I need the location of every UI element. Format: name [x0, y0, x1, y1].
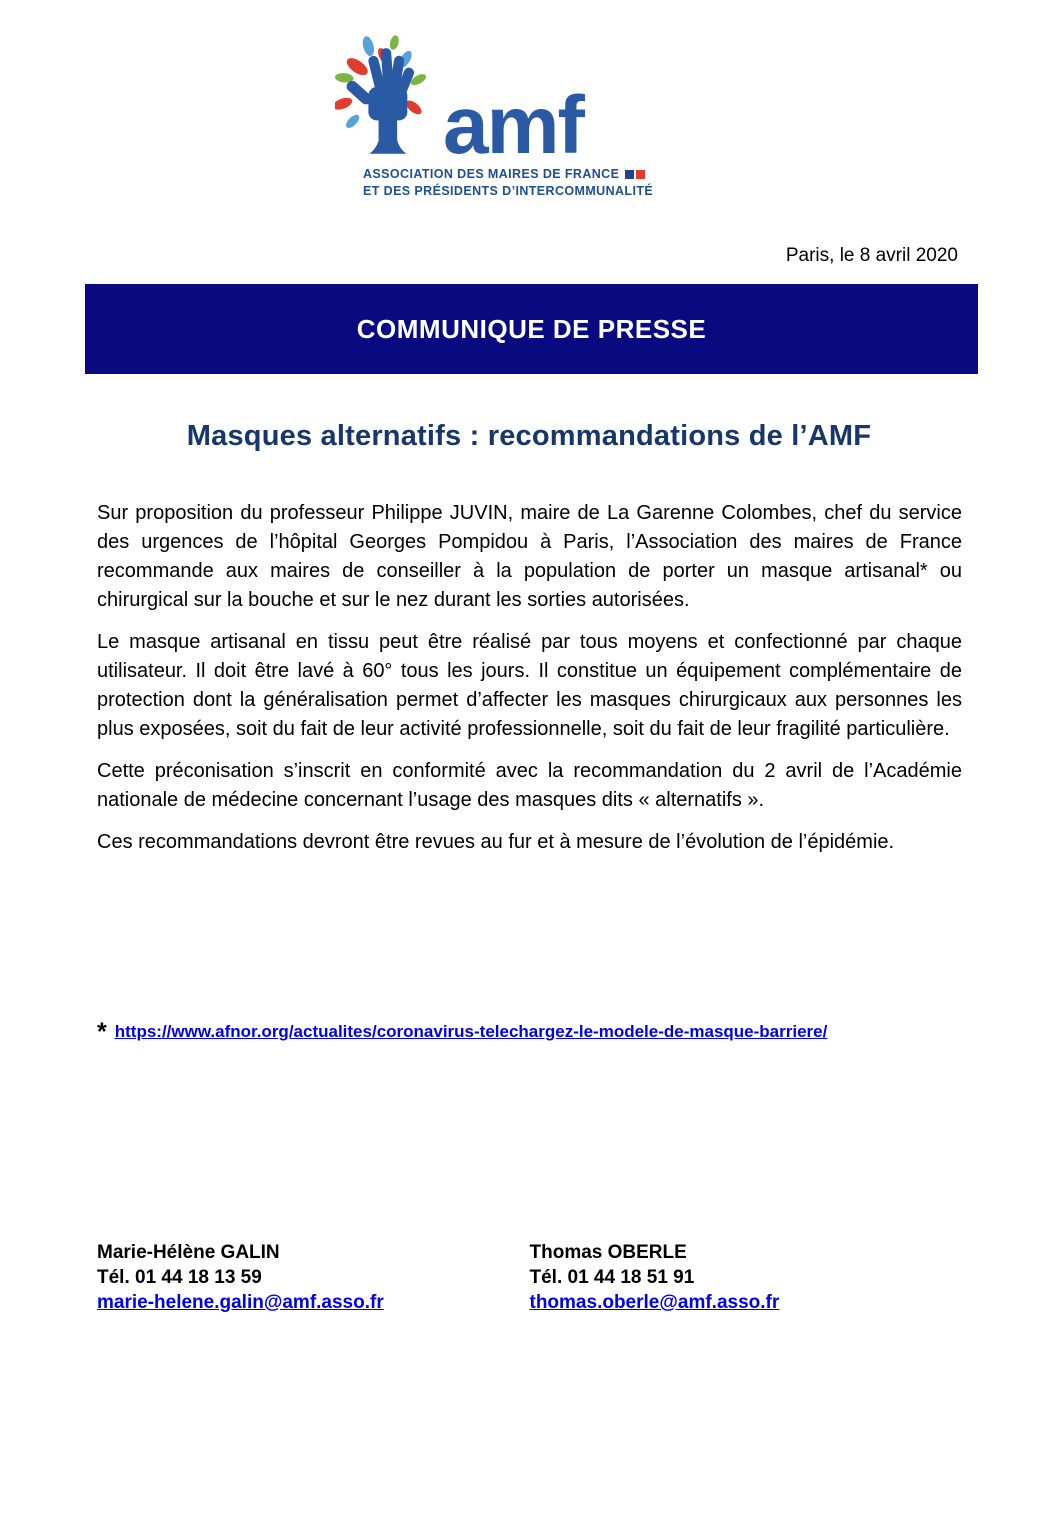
- contact-name: Thomas OBERLE: [529, 1242, 687, 1263]
- french-flag-icon: [625, 170, 645, 179]
- hand-tree-icon: [335, 28, 437, 160]
- contact-phone: Tél. 01 44 18 13 59: [97, 1267, 262, 1288]
- paragraph-3: Cette préconisation s’inscrit en conformité avec la recommandation du 2 avril de l’Académie nationale de médecine concernant l’usage des masques dits « alternatifs ».: [97, 760, 962, 811]
- footnote-asterisk: *: [97, 1018, 107, 1046]
- body-text: [97, 499, 962, 857]
- press-release-banner: [85, 284, 978, 374]
- paragraph-2: Le masque artisanal en tissu peut être réalisé par tous moyens et confectionné par chaque utilisateur. Il doit être lavé à 60° tous les jours. Il constitue un équipement complémentaire de protection dont la généralisation permet d’affecter les masques chirurgicaux aux personnes les plus exposées, soit du fait de leur activité professionnelle, soit du fait de leur fragilité particulière.: [97, 631, 962, 740]
- contact-email-link[interactable]: marie-helene.galin@amf.asso.fr: [97, 1292, 384, 1313]
- afnor-link[interactable]: https://www.afnor.org/actualites/coronavirus-telechargez-le-modele-de-masque-barriere/: [114, 1022, 828, 1041]
- logo-caption-text1: ASSOCIATION DES MAIRES DE FRANCE: [363, 167, 620, 181]
- dateline: Paris, le 8 avril 2020: [785, 245, 958, 266]
- paragraph-4: Ces recommandations devront être revues au fur et à mesure de l’évolution de l’épidémie.: [97, 831, 895, 853]
- contact-left: [97, 1240, 530, 1315]
- document-title: Masques alternatifs : recommandations de l’AMF: [186, 420, 872, 452]
- press-contacts: [97, 1240, 962, 1315]
- amf-wordmark: amf: [443, 80, 583, 172]
- banner-label: COMMUNIQUE DE PRESSE: [356, 313, 707, 344]
- amf-logo: [335, 28, 654, 200]
- logo-caption-line1: [363, 166, 647, 183]
- paragraph-1: Sur proposition du professeur Philippe JUVIN, maire de La Garenne Colombes, chef du service des urgences de l’hôpital Georges Pompidou à Paris, l’Association des maires de France recommande aux maires de conseiller à la population de porter un masque artisanal* ou chirurgical sur la bouche et sur le nez durant les sorties autorisées.: [97, 502, 962, 611]
- contact-name: Marie-Hélène GALIN: [97, 1242, 280, 1263]
- footnote: [97, 1015, 962, 1044]
- contact-right: [530, 1240, 963, 1315]
- logo-caption-line2: [363, 183, 654, 200]
- contact-phone: Tél. 01 44 18 51 91: [529, 1267, 695, 1288]
- logo-caption-text2: ET DES PRÉSIDENTS D’INTERCOMMUNALITÉ: [363, 184, 654, 198]
- contact-email-link[interactable]: thomas.oberle@amf.asso.fr: [529, 1292, 780, 1313]
- press-release-page: [0, 28, 1058, 1525]
